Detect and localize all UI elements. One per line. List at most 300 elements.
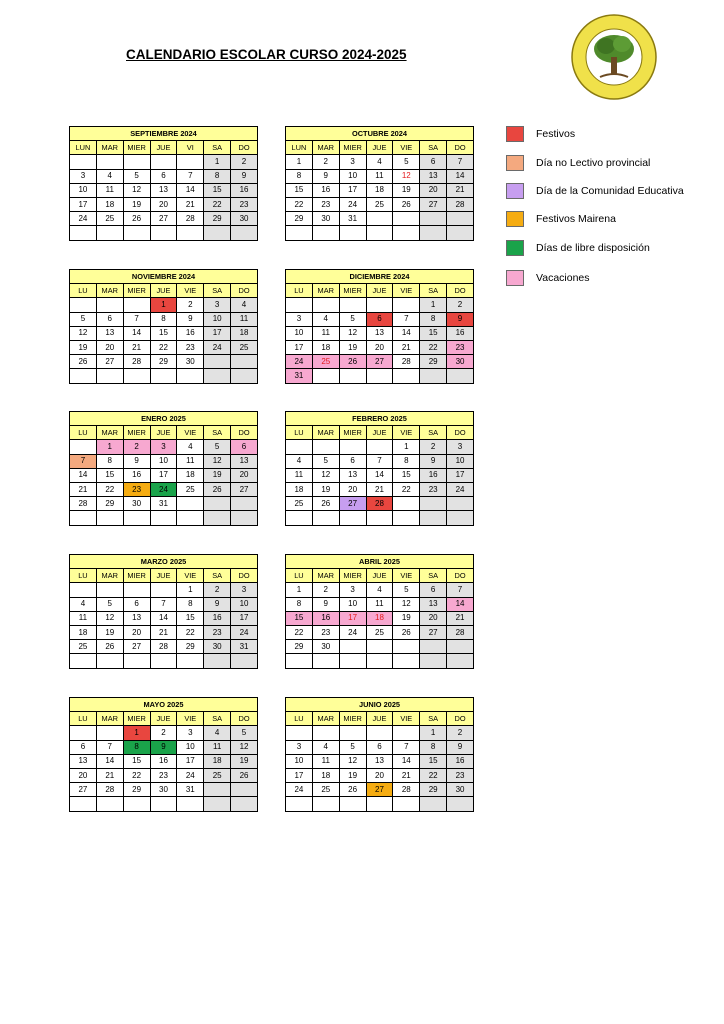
day-cell [339,726,366,740]
weekday-header: DO [231,426,258,440]
legend-swatch [506,270,524,286]
day-cell: 23 [204,625,231,639]
weekday-header: DO [231,712,258,726]
day-cell: 21 [177,197,204,211]
day-cell: 3 [204,298,231,312]
day-cell: 7 [393,312,420,326]
day-cell: 15 [286,611,313,625]
day-cell: 17 [286,340,313,354]
day-cell [366,440,393,454]
day-cell [150,583,177,597]
weekday-header: JUE [366,284,393,298]
day-cell: 12 [70,326,97,340]
day-cell [447,640,474,654]
day-cell [447,369,474,383]
month-calendar [285,554,474,669]
weekday-header: VIE [393,712,420,726]
day-cell [123,155,150,169]
day-cell: 31 [177,783,204,797]
day-cell: 26 [393,197,420,211]
day-cell: 29 [96,497,123,511]
day-cell: 4 [177,440,204,454]
day-cell [204,511,231,525]
day-cell: 30 [123,497,150,511]
day-cell [339,369,366,383]
day-cell [393,212,420,226]
day-cell [204,783,231,797]
day-cell: 17 [177,754,204,768]
weekday-header: LUN [70,141,97,155]
day-cell: 9 [231,169,258,183]
day-cell [447,212,474,226]
day-cell: 3 [286,740,313,754]
day-cell: 10 [286,754,313,768]
day-cell: 14 [96,754,123,768]
weekday-header: MIER [123,141,150,155]
day-cell: 22 [96,482,123,496]
day-cell: 28 [393,355,420,369]
day-cell: 27 [70,783,97,797]
weekday-header: DO [447,284,474,298]
legend-label: Día no Lectivo provincial [536,157,651,169]
day-cell: 10 [339,169,366,183]
day-cell [312,511,339,525]
weekday-header: LU [70,426,97,440]
day-cell: 15 [286,183,313,197]
day-cell: 24 [150,482,177,496]
weekday-header: MAR [96,141,123,155]
weekday-header: MAR [312,141,339,155]
day-cell: 16 [204,611,231,625]
day-cell: 16 [312,611,339,625]
weekday-header: VIE [177,284,204,298]
day-cell: 29 [150,355,177,369]
day-cell [393,640,420,654]
month-title: SEPTIEMBRE 2024 [70,127,258,141]
day-cell: 12 [204,454,231,468]
day-cell: 5 [204,440,231,454]
day-cell: 21 [123,340,150,354]
day-cell [393,497,420,511]
day-cell [177,226,204,240]
day-cell [96,726,123,740]
weekday-header: JUE [366,426,393,440]
day-cell [177,654,204,668]
day-cell: 10 [70,183,97,197]
day-cell [231,511,258,525]
day-cell: 28 [150,640,177,654]
day-cell: 18 [204,754,231,768]
day-cell [366,511,393,525]
day-cell [366,726,393,740]
day-cell: 17 [339,611,366,625]
day-cell [286,226,313,240]
day-cell: 6 [150,169,177,183]
day-cell: 9 [123,454,150,468]
day-cell: 8 [420,740,447,754]
day-cell: 25 [312,355,339,369]
day-cell: 30 [150,783,177,797]
day-cell [204,797,231,811]
day-cell: 11 [96,183,123,197]
day-cell: 25 [286,497,313,511]
day-cell: 15 [96,468,123,482]
weekday-header: SA [204,712,231,726]
day-cell: 28 [447,625,474,639]
weekday-header: MIER [339,426,366,440]
day-cell: 21 [447,611,474,625]
day-cell: 20 [339,482,366,496]
month-calendar [285,411,474,526]
weekday-header: JUE [150,712,177,726]
day-cell: 20 [366,340,393,354]
day-cell [231,783,258,797]
weekday-header: SA [420,141,447,155]
day-cell: 28 [366,497,393,511]
day-cell: 11 [312,754,339,768]
weekday-header: VIE [393,141,420,155]
month-title: OCTUBRE 2024 [286,127,474,141]
weekday-header: MAR [312,284,339,298]
day-cell: 3 [177,726,204,740]
day-cell [177,497,204,511]
day-cell: 1 [286,155,313,169]
day-cell: 16 [420,468,447,482]
day-cell: 31 [286,369,313,383]
day-cell: 26 [96,640,123,654]
day-cell: 22 [123,768,150,782]
day-cell: 16 [447,326,474,340]
day-cell: 7 [150,597,177,611]
day-cell: 6 [420,583,447,597]
day-cell: 23 [312,625,339,639]
weekday-header: LU [286,569,313,583]
day-cell [366,212,393,226]
month-calendar [285,126,474,241]
day-cell: 22 [177,625,204,639]
day-cell: 14 [393,754,420,768]
weekday-header: SA [420,569,447,583]
day-cell: 23 [150,768,177,782]
day-cell: 1 [123,726,150,740]
day-cell: 24 [339,197,366,211]
day-cell: 26 [70,355,97,369]
day-cell: 17 [70,197,97,211]
day-cell [312,298,339,312]
day-cell: 25 [204,768,231,782]
day-cell: 14 [447,597,474,611]
day-cell: 4 [366,583,393,597]
day-cell [393,226,420,240]
day-cell: 22 [286,197,313,211]
day-cell: 19 [339,340,366,354]
day-cell: 26 [204,482,231,496]
legend-label: Vacaciones [536,272,590,284]
day-cell [123,797,150,811]
day-cell: 31 [150,497,177,511]
day-cell [393,511,420,525]
day-cell [312,726,339,740]
day-cell [70,511,97,525]
day-cell: 8 [96,454,123,468]
day-cell: 24 [286,783,313,797]
day-cell: 5 [393,583,420,597]
day-cell: 27 [420,625,447,639]
day-cell: 15 [204,183,231,197]
day-cell: 1 [150,298,177,312]
day-cell [286,298,313,312]
day-cell: 4 [96,169,123,183]
day-cell: 18 [231,326,258,340]
day-cell: 28 [447,197,474,211]
day-cell: 21 [96,768,123,782]
day-cell: 22 [204,197,231,211]
day-cell: 28 [96,783,123,797]
day-cell [312,654,339,668]
day-cell: 8 [123,740,150,754]
day-cell: 29 [420,355,447,369]
day-cell: 25 [366,625,393,639]
day-cell [123,654,150,668]
day-cell: 19 [339,768,366,782]
day-cell: 9 [150,740,177,754]
page-title: CALENDARIO ESCOLAR CURSO 2024-2025 [126,47,407,62]
day-cell [339,797,366,811]
day-cell: 8 [420,312,447,326]
day-cell: 13 [70,754,97,768]
day-cell [123,511,150,525]
day-cell: 5 [96,597,123,611]
day-cell: 8 [393,454,420,468]
month-title: FEBRERO 2025 [286,412,474,426]
month-title: MAYO 2025 [70,698,258,712]
month-calendar [285,697,474,812]
day-cell: 17 [204,326,231,340]
day-cell [96,511,123,525]
month-calendar [69,411,258,526]
weekday-header: DO [231,284,258,298]
weekday-header: JUE [150,426,177,440]
legend-swatch [506,155,524,171]
day-cell: 13 [123,611,150,625]
day-cell [447,797,474,811]
day-cell: 24 [286,355,313,369]
day-cell: 13 [420,169,447,183]
day-cell: 5 [393,155,420,169]
day-cell [286,440,313,454]
day-cell [150,155,177,169]
day-cell: 10 [339,597,366,611]
day-cell: 30 [177,355,204,369]
day-cell: 14 [123,326,150,340]
weekday-header: MAR [312,569,339,583]
weekday-header: MIER [339,712,366,726]
day-cell: 2 [420,440,447,454]
day-cell: 13 [366,754,393,768]
day-cell: 4 [312,312,339,326]
day-cell: 16 [123,468,150,482]
day-cell [177,155,204,169]
day-cell: 19 [312,482,339,496]
day-cell: 2 [177,298,204,312]
day-cell [96,654,123,668]
month-calendar [69,269,258,384]
month-title: NOVIEMBRE 2024 [70,270,258,284]
day-cell: 21 [70,482,97,496]
day-cell [420,226,447,240]
day-cell: 19 [393,611,420,625]
day-cell: 26 [393,625,420,639]
day-cell [312,226,339,240]
day-cell: 4 [204,726,231,740]
day-cell: 9 [204,597,231,611]
month-calendar [69,126,258,241]
month-title: JUNIO 2025 [286,698,474,712]
day-cell: 11 [286,468,313,482]
day-cell: 13 [231,454,258,468]
day-cell [123,226,150,240]
day-cell: 8 [150,312,177,326]
legend-swatch [506,240,524,256]
day-cell: 30 [204,640,231,654]
day-cell [393,369,420,383]
weekday-header: JUE [366,569,393,583]
weekday-header: MIER [339,569,366,583]
day-cell [339,511,366,525]
day-cell: 29 [420,783,447,797]
day-cell: 14 [177,183,204,197]
weekday-header: JUE [150,284,177,298]
day-cell: 24 [204,340,231,354]
weekday-header: VIE [393,284,420,298]
day-cell [312,797,339,811]
day-cell [123,583,150,597]
day-cell: 7 [70,454,97,468]
day-cell: 24 [177,768,204,782]
day-cell: 15 [150,326,177,340]
day-cell: 18 [96,197,123,211]
day-cell: 4 [231,298,258,312]
day-cell: 19 [70,340,97,354]
day-cell: 10 [204,312,231,326]
day-cell: 31 [231,640,258,654]
day-cell: 21 [447,183,474,197]
day-cell: 11 [177,454,204,468]
day-cell [393,654,420,668]
day-cell [150,511,177,525]
day-cell: 11 [366,597,393,611]
day-cell [231,497,258,511]
day-cell: 12 [231,740,258,754]
day-cell [204,497,231,511]
day-cell: 4 [286,454,313,468]
day-cell: 6 [96,312,123,326]
day-cell: 1 [286,583,313,597]
day-cell: 27 [366,783,393,797]
day-cell: 24 [70,212,97,226]
day-cell [123,298,150,312]
day-cell: 24 [339,625,366,639]
day-cell: 19 [96,625,123,639]
day-cell [70,654,97,668]
day-cell: 9 [420,454,447,468]
day-cell: 26 [123,212,150,226]
weekday-header: SA [420,284,447,298]
day-cell: 20 [366,768,393,782]
day-cell: 9 [312,169,339,183]
day-cell: 5 [231,726,258,740]
day-cell: 22 [420,340,447,354]
day-cell: 18 [70,625,97,639]
day-cell: 9 [447,312,474,326]
day-cell: 13 [366,326,393,340]
day-cell: 11 [70,611,97,625]
weekday-header: MAR [96,569,123,583]
day-cell: 6 [366,312,393,326]
day-cell: 3 [339,155,366,169]
day-cell: 25 [70,640,97,654]
day-cell: 14 [70,468,97,482]
day-cell: 6 [420,155,447,169]
day-cell: 27 [339,497,366,511]
day-cell: 30 [447,783,474,797]
day-cell: 16 [150,754,177,768]
municipal-seal-tree-icon [570,13,658,101]
day-cell [286,654,313,668]
day-cell: 23 [123,482,150,496]
weekday-header: MIER [339,284,366,298]
month-title: DICIEMBRE 2024 [286,270,474,284]
day-cell: 6 [366,740,393,754]
day-cell: 12 [339,326,366,340]
month-title: ABRIL 2025 [286,555,474,569]
day-cell: 12 [339,754,366,768]
day-cell [96,155,123,169]
day-cell [231,226,258,240]
day-cell [177,797,204,811]
day-cell: 23 [420,482,447,496]
day-cell: 8 [204,169,231,183]
day-cell [420,654,447,668]
day-cell: 26 [339,783,366,797]
day-cell: 16 [447,754,474,768]
weekday-header: MAR [96,712,123,726]
day-cell: 18 [312,768,339,782]
day-cell: 13 [96,326,123,340]
legend-label: Días de libre disposición [536,242,650,254]
day-cell: 7 [447,583,474,597]
day-cell: 23 [231,197,258,211]
weekday-header: MAR [96,426,123,440]
day-cell: 2 [447,298,474,312]
weekday-header: LU [70,284,97,298]
day-cell [96,583,123,597]
day-cell: 21 [393,340,420,354]
day-cell: 16 [177,326,204,340]
day-cell: 7 [177,169,204,183]
day-cell: 20 [420,611,447,625]
day-cell: 5 [339,740,366,754]
weekday-header: VIE [177,569,204,583]
weekday-header: MIER [339,141,366,155]
day-cell: 28 [393,783,420,797]
day-cell: 14 [150,611,177,625]
day-cell: 7 [96,740,123,754]
day-cell: 29 [286,640,313,654]
weekday-header: SA [204,141,231,155]
day-cell: 3 [286,312,313,326]
day-cell: 1 [393,440,420,454]
